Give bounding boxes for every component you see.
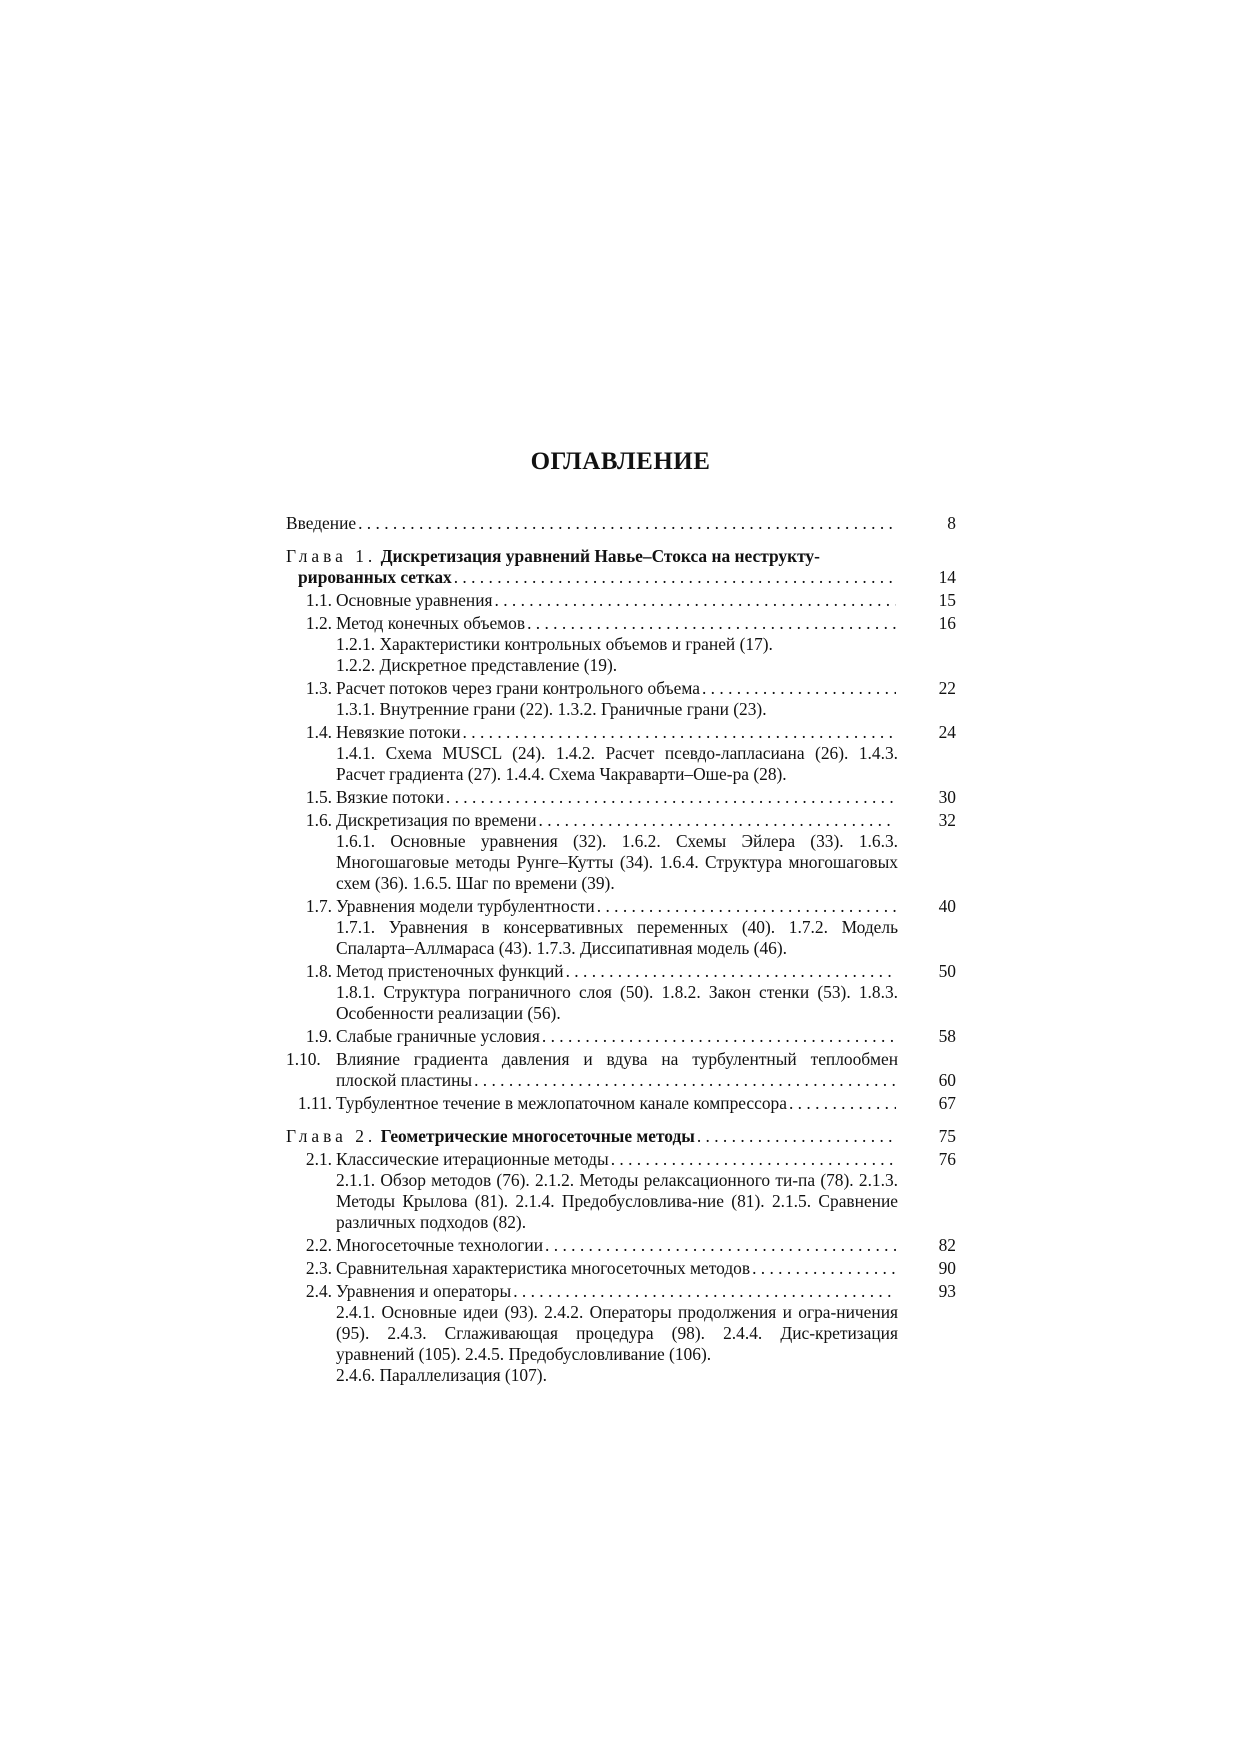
toc-entry-intro[interactable]	[286, 513, 956, 534]
toc-section-1-8[interactable]	[286, 961, 956, 1024]
section-number: 1.6.	[305, 810, 332, 830]
toc-section-1-11[interactable]	[286, 1093, 956, 1114]
section-number: 1.10.	[286, 1049, 321, 1069]
section-title: Уравнения и операторы	[336, 1281, 512, 1301]
leader-dots	[474, 1070, 896, 1091]
leader-dots	[446, 787, 896, 808]
toc-chapter-1[interactable]	[286, 546, 956, 588]
toc-page-number: 90	[938, 1258, 956, 1278]
section-title: Метод пристеночных функций	[336, 961, 564, 981]
toc-page-number: 32	[938, 810, 956, 830]
leader-dots	[495, 590, 896, 611]
leader-dots	[702, 678, 896, 699]
subsection-list: 1.3.1. Внутренние грани (22). 1.3.2. Граничные грани (23).	[336, 699, 767, 719]
toc-page-number: 22	[938, 678, 956, 698]
toc-page-number: 24	[938, 722, 956, 742]
subsection-list: 2.4.6. Параллелизация (107).	[336, 1365, 547, 1385]
leader-dots	[597, 896, 896, 917]
toc-section-1-7[interactable]	[286, 896, 956, 959]
leader-dots	[539, 810, 896, 831]
toc-section-1-5[interactable]	[286, 787, 956, 808]
toc-section-2-3[interactable]	[286, 1258, 956, 1279]
toc-page-number: 75	[938, 1126, 956, 1146]
section-number: 1.5.	[305, 787, 332, 807]
chapter-title-cont: рированных сетках	[298, 567, 452, 587]
section-number: 2.2.	[305, 1235, 332, 1255]
section-title: Классические итерационные методы	[336, 1149, 609, 1169]
toc-page-number: 58	[938, 1026, 956, 1046]
leader-dots	[358, 513, 896, 534]
section-title: Уравнения модели турбулентности	[336, 896, 595, 916]
section-number: 1.7.	[305, 896, 332, 916]
section-title: Дискретизация по времени	[336, 810, 537, 830]
chapter-title: Дискретизация уравнений Навье–Стокса на неструкту-	[380, 546, 820, 566]
section-number: 2.1.	[305, 1149, 332, 1169]
page-title: ОГЛАВЛЕНИЕ	[530, 448, 711, 475]
section-title: Основные уравнения	[336, 590, 493, 610]
toc-section-1-2[interactable]	[286, 613, 956, 676]
leader-dots	[454, 567, 896, 588]
section-number: 1.2.	[305, 613, 332, 633]
section-number: 2.3.	[305, 1258, 332, 1278]
section-title: Расчет потоков через грани контрольного объема	[336, 678, 700, 698]
toc-section-1-9[interactable]	[286, 1026, 956, 1047]
section-number: 1.4.	[305, 722, 332, 742]
toc-section-1-1[interactable]	[286, 590, 956, 611]
section-title: Слабые граничные условия	[336, 1026, 540, 1046]
chapter-label: Глава 1.	[286, 546, 377, 566]
toc-section-2-2[interactable]	[286, 1235, 956, 1256]
section-number: 1.3.	[305, 678, 332, 698]
section-title: Сравнительная характеристика многосеточных методов	[336, 1258, 751, 1278]
subsection-list: 1.8.1. Структура пограничного слоя (50). 1.8.2. Закон стенки (53). 1.8.3. Особенности реализации (56).	[336, 982, 898, 1023]
subsection-list: 2.4.1. Основные идеи (93). 2.4.2. Операторы продолжения и огра-ничения (95). 2.4.3. Сглаживающая процедура (98). 2.4.4. Дис-кретизация уравнений (105). 2.4.5. Предобусловливание (106).	[336, 1302, 898, 1364]
toc-page-number: 50	[938, 961, 956, 981]
toc-chapter-2[interactable]	[286, 1126, 956, 1147]
subsection-list: 1.2.2. Дискретное представление (19).	[336, 655, 618, 675]
section-title: Влияние градиента давления и вдува на турбулентный теплообмен	[336, 1049, 898, 1069]
subsection-list: 1.6.1. Основные уравнения (32). 1.6.2. Схемы Эйлера (33). 1.6.3. Многошаговые методы Рунге–Кутты (34). 1.6.4. Структура многошаговых схем (36). 1.6.5. Шаг по времени (39).	[336, 831, 898, 893]
leader-dots	[463, 722, 896, 743]
chapter-label: Глава 2.	[286, 1126, 377, 1146]
toc-section-2-1[interactable]	[286, 1149, 956, 1233]
section-title: Метод конечных объемов	[336, 613, 526, 633]
section-number: 2.4.	[305, 1281, 332, 1301]
toc-section-1-4[interactable]	[286, 722, 956, 785]
section-title: Многосеточные технологии	[336, 1235, 544, 1255]
toc-page-number: 30	[938, 787, 956, 807]
leader-dots	[545, 1235, 896, 1256]
section-title: Невязкие потоки	[336, 722, 461, 742]
leader-dots	[566, 961, 896, 982]
leader-dots	[789, 1093, 896, 1114]
toc-section-2-4[interactable]	[286, 1281, 956, 1386]
section-number: 1.9.	[305, 1026, 332, 1046]
toc-page-number: 60	[938, 1070, 956, 1090]
subsection-list: 1.4.1. Схема MUSCL (24). 1.4.2. Расчет псевдо-лапласиана (26). 1.4.3. Расчет градиента (27). 1.4.4. Схема Чакраварти–Оше-ра (28).	[336, 743, 898, 784]
toc-page-number: 82	[938, 1235, 956, 1255]
leader-dots	[752, 1258, 896, 1279]
toc-page-number: 76	[938, 1149, 956, 1169]
toc-page-number: 40	[938, 896, 956, 916]
section-number: 1.8.	[305, 961, 332, 981]
toc-page-number: 14	[938, 567, 956, 587]
toc-page-number: 8	[947, 513, 956, 533]
subsection-list: 1.7.1. Уравнения в консервативных переменных (40). 1.7.2. Модель Спаларта–Аллмараса (43). 1.7.3. Диссипативная модель (46).	[336, 917, 898, 958]
chapter-title: Геометрические многосеточные методы	[380, 1126, 695, 1146]
section-title: Вязкие потоки	[336, 787, 444, 807]
leader-dots	[542, 1026, 896, 1047]
toc-page-number: 67	[938, 1093, 956, 1113]
leader-dots	[611, 1149, 896, 1170]
toc-page-number: 15	[938, 590, 956, 610]
toc-section-1-6[interactable]	[286, 810, 956, 894]
toc-section-1-10[interactable]	[286, 1049, 956, 1091]
leader-dots	[527, 613, 896, 634]
subsection-list: 2.1.1. Обзор методов (76). 2.1.2. Методы релаксационного ти-па (78). 2.1.3. Методы Крылова (81). 2.1.4. Предобусловлива-ние (81). 2.1.5. Сравнение различных подходов (82).	[336, 1170, 898, 1232]
leader-dots	[513, 1281, 896, 1302]
toc-page-number: 16	[938, 613, 956, 633]
section-number: 1.1.	[305, 590, 332, 610]
toc-section-1-3[interactable]	[286, 678, 956, 720]
toc-page-number: 93	[938, 1281, 956, 1301]
section-number: 1.11.	[297, 1093, 332, 1113]
section-title-cont: плоской пластины	[336, 1070, 473, 1090]
leader-dots	[697, 1126, 896, 1147]
toc-entry-title: Введение	[286, 513, 357, 533]
subsection-list: 1.2.1. Характеристики контрольных объемов и граней (17).	[336, 634, 773, 654]
section-title: Турбулентное течение в межлопаточном канале компрессора	[336, 1093, 787, 1113]
table-of-contents	[286, 513, 956, 1386]
